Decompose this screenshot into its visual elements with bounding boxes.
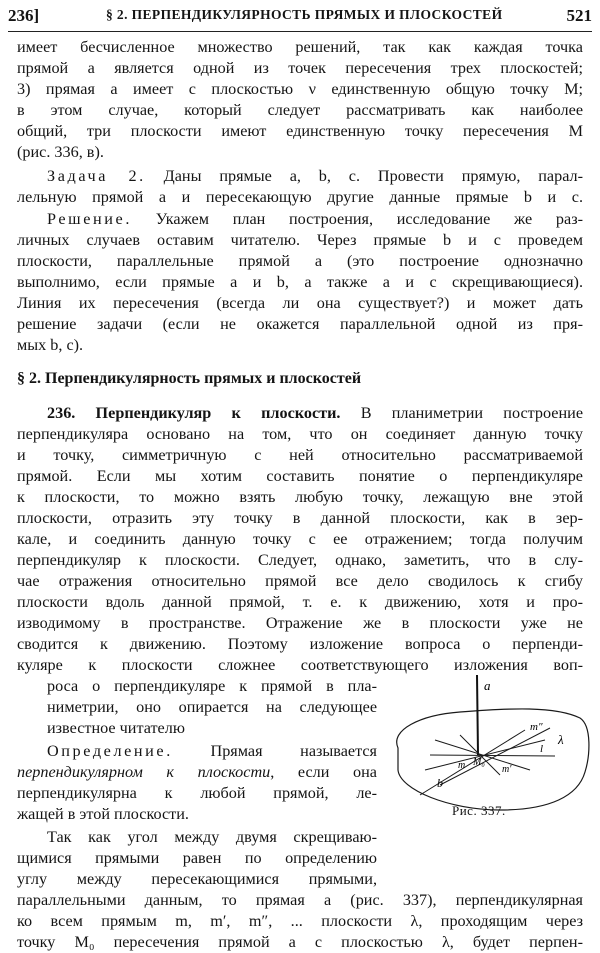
definition-term: перпендикулярном к плоскости — [17, 763, 271, 781]
text-line: Так как угол между двумя скрещиваю- — [47, 828, 377, 846]
figure-caption: Рис. 337. — [452, 803, 506, 818]
text-line: изводимому в пространстве. Отражение же в плоскости уже не — [17, 614, 583, 632]
text-line: щимися прямыми равен по определению — [17, 849, 377, 867]
plane-lambda-outline — [397, 709, 589, 810]
text-line: параллельными данным, то прямая a (рис. 337), перпендикулярная — [17, 891, 583, 909]
text-line: прямой a является одной из точек пересечения трех плоскостей; — [17, 59, 583, 77]
text-line: чае отражения относительно прямой все дело сводилось к сгибу — [17, 572, 583, 590]
text-line: плоскости вдоль данной прямой, т. е. к движению, хотя и про- — [17, 593, 583, 611]
text-line: 3) прямая a имеет с плоскостью ν единственную общую точку M; — [17, 80, 583, 98]
label-a: a — [484, 678, 491, 693]
text-line: прямой. Если мы хотим составить понятие о перпендикуляре — [17, 467, 583, 485]
text-line: и точку, симметричную с ней относительно рассматриваемой — [17, 446, 583, 464]
text-line: плоскости, параллельные прямой a (это построение однозначно — [17, 252, 583, 270]
perpendicular-a — [477, 675, 478, 755]
definition-text: Прямая называется — [172, 742, 377, 760]
task-text: Даны прямые a, b, c. Провести прямую, парал- — [145, 167, 583, 185]
text-line: известное читателю — [47, 719, 185, 737]
text-line: ниметрии, оно опирается на следующее — [47, 698, 377, 716]
definition-line — [17, 762, 377, 783]
text-line: углу между пересекающимися прямыми, — [17, 870, 377, 888]
header-rule — [8, 31, 592, 32]
text-line: перпендикулярна к любой прямой, ле- — [17, 784, 377, 802]
text-line: мых b, c). — [17, 336, 84, 354]
text-line: Линия их пересечения (всегда ли она существует?) и может дать — [17, 294, 583, 312]
text-line: плоскости, отразить эту точку в данной плоскости, как в зер- — [17, 509, 583, 527]
subsection-text: В планиметрии построение — [340, 404, 583, 422]
definition-rest: , если она — [270, 763, 377, 781]
solution-line — [47, 209, 583, 230]
label-b: b — [437, 776, 443, 790]
header-page-number: 521 — [566, 6, 592, 25]
line-m-double-prime — [440, 728, 550, 785]
text-line: перпендикуляр к плоскости. Следует, однако, заметить, что в слу- — [17, 551, 583, 569]
text-line: ко всем прямым m, m′, m″, ... плоскости λ, проходящим через — [17, 912, 583, 930]
text-line: перпендикуляра основано на том, что он соединяет данную точку — [17, 425, 583, 443]
definition-label: Определение. — [47, 742, 173, 760]
label-m: m — [458, 760, 466, 771]
solution-label: Решение. — [47, 210, 132, 228]
text-line: точку M₀ пересечения прямой a с плоскостью λ, будет перпен- — [17, 933, 583, 951]
section-title: § 2. Перпендикулярность прямых и плоскостей — [17, 370, 362, 387]
text-line: выполнимо, если прямые a и b, а также a и c скрещивающиеся). — [17, 273, 583, 291]
text-line: лельную прямой a и пересекающую другие данные прямые b и c. — [17, 188, 583, 206]
solution-text: Укажем план построения, исследование же раз- — [131, 210, 583, 228]
text-line: личных случаев оставим читателю. Через прямые b и c проведем — [17, 231, 583, 249]
definition-line — [47, 741, 377, 762]
text-line: общий, три плоскости имеют единственную точку пересечения M — [17, 122, 583, 140]
text-line: (рис. 336, в). — [17, 143, 104, 161]
label-m-prime: m′ — [502, 764, 512, 775]
running-header — [8, 2, 592, 30]
task-line — [47, 166, 583, 187]
label-lambda: λ — [558, 732, 564, 747]
text-line: куляре к плоскости сложнее соответствующего изложения воп- — [17, 656, 583, 674]
subsection-title: 236. Перпендикуляр к плоскости. — [47, 404, 341, 422]
label-m-double-prime: m″ — [530, 721, 543, 733]
text-line: к плоскости, то можно взять любую точку, лежащую вне этой — [17, 488, 583, 506]
text-line: жащей в этой плоскости. — [17, 805, 189, 823]
label-l: l — [540, 743, 544, 755]
text-line: решение задачи (если не окажется параллельной одной из пря- — [17, 315, 583, 333]
header-section-number: 236] — [8, 6, 40, 25]
text-line: роса о перпендикуляре к прямой в пла- — [47, 677, 377, 695]
task-label: Задача 2. — [47, 167, 146, 185]
text-line: сводится к движению. Поэтому изложение вопроса о перпенди- — [17, 635, 583, 653]
text-line: в этом случае, который следует рассматривать как наиболее — [17, 101, 583, 119]
text-line: кале, и соединить данную точку с ее отражением; тогда получим — [17, 530, 583, 548]
subsection-line — [47, 403, 583, 424]
line-l — [430, 755, 555, 756]
label-m0: M₀ — [473, 757, 485, 768]
header-running-title: § 2. ПЕРПЕНДИКУЛЯРНОСТЬ ПРЯМЫХ И ПЛОСКОСТЕЙ — [106, 7, 503, 22]
text-line: имеет бесчисленное множество решений, так как каждая точка — [17, 38, 583, 56]
